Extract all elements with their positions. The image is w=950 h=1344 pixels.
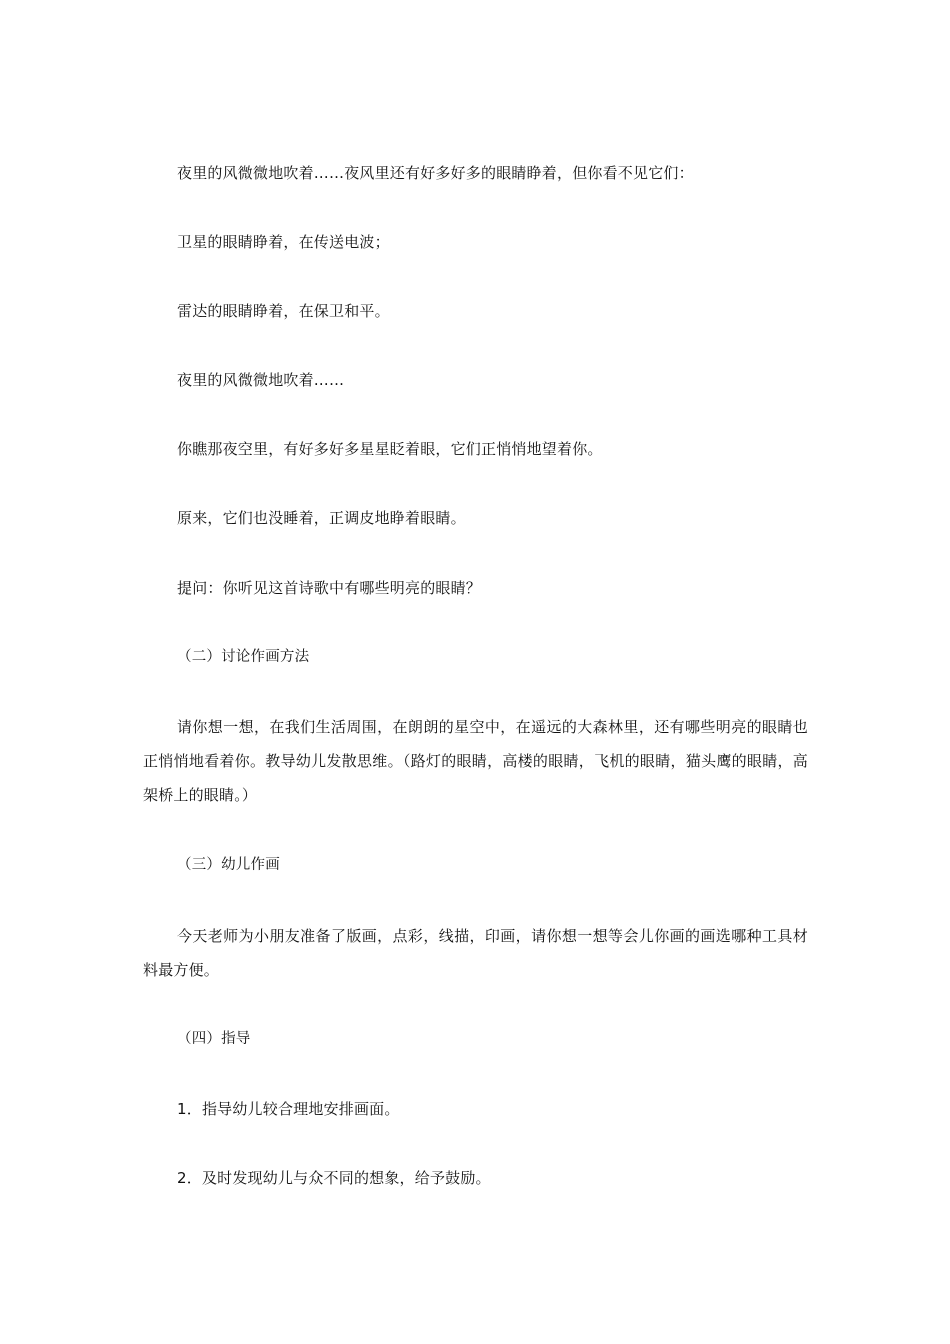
paragraph-night-wind-intro: 夜里的风微微地吹着……夜风里还有好多好多的眼睛睁着，但你看不见它们： xyxy=(177,164,694,182)
paragraph-think-about-eyes: 请你想一想，在我们生活周围，在朗朗的星空中，在遥远的大森林里，还有哪些明亮的眼睛也正悄悄地看着你。教导幼儿发散思维。（路灯的眼睛，高楼的眼睛，飞机的眼睛，猫头鹰的眼睛，高架桥上的眼睛。） xyxy=(143,718,808,804)
paragraph-question: 提问：你听见这首诗歌中有哪些明亮的眼睛？ xyxy=(177,579,482,597)
paragraph-radar-eyes: 雷达的眼睛睁着，在保卫和平。 xyxy=(177,302,390,320)
paragraph-stars-blinking: 你瞧那夜空里，有好多好多星星眨着眼，它们正悄悄地望着你。 xyxy=(177,440,603,458)
section-heading-guidance: （四）指导 xyxy=(177,1031,251,1047)
section-heading-children-drawing: （三）幼儿作画 xyxy=(177,857,280,873)
list-item-guidance-2: 2．及时发现幼儿与众不同的想象，给予鼓励。 xyxy=(177,1169,491,1187)
section-heading-discuss-method: （二）讨论作画方法 xyxy=(177,649,310,665)
paragraph-not-asleep: 原来，它们也没睡着，正调皮地睁着眼睛。 xyxy=(177,509,466,527)
list-item-guidance-1: 1．指导幼儿较合理地安排画面。 xyxy=(177,1100,400,1118)
paragraph-night-wind: 夜里的风微微地吹着…… xyxy=(177,371,345,389)
paragraph-satellite-eyes: 卫星的眼睛睁着，在传送电波； xyxy=(177,233,390,251)
paragraph-materials: 今天老师为小朋友准备了版画，点彩，线描，印画，请你想一想等会儿你画的画选哪种工具材料最方便。 xyxy=(143,927,808,979)
